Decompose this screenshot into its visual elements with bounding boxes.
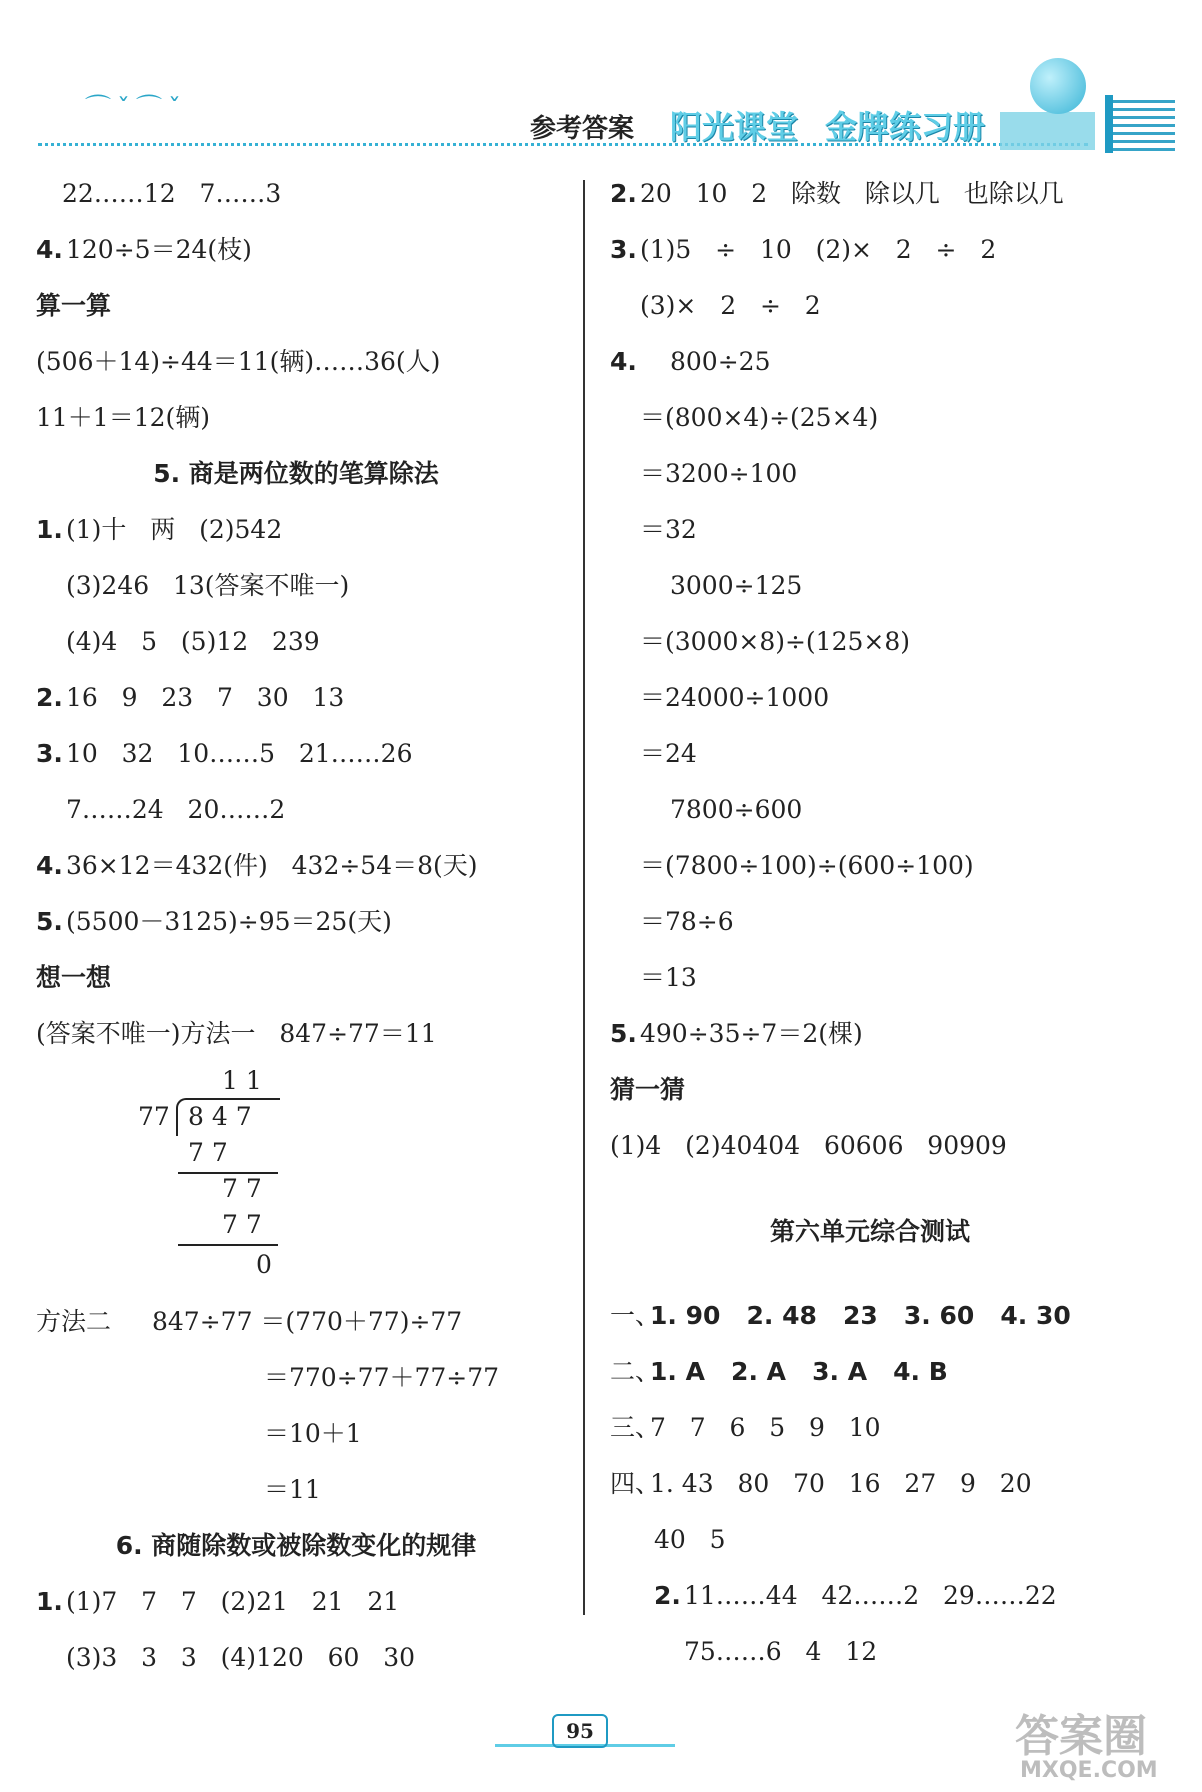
division-remainder: 0 <box>256 1250 272 1279</box>
answer-line: (3)× 2 ÷ 2 <box>640 291 821 320</box>
answer-line: ＝(800×4)÷(25×4) <box>640 403 879 432</box>
division-step: 7 7 <box>222 1210 262 1239</box>
answer-line: (4)4 5 (5)12 239 <box>66 627 320 656</box>
division-step: 7 7 <box>222 1174 262 1203</box>
section-heading: 算一算 <box>36 291 112 320</box>
answer-line: 20 10 2 除数 除以几 也除以几 <box>640 179 1064 208</box>
answer-line: 16 9 23 7 30 13 <box>66 683 345 712</box>
answer-line: ＝3200÷100 <box>640 459 798 488</box>
globe-icon <box>1030 58 1086 114</box>
division-step: 7 7 <box>188 1138 228 1167</box>
answer-line: 490÷35÷7＝2(棵) <box>640 1019 863 1048</box>
item-number: 3. <box>610 235 637 264</box>
answer-line: (1)5 ÷ 10 (2)× 2 ÷ 2 <box>640 235 997 264</box>
answer-line: (1)4 (2)40404 60606 90909 <box>610 1131 1007 1160</box>
answer-line: 7……24 20……2 <box>66 795 286 824</box>
item-number: 2. <box>610 179 637 208</box>
division-dividend: 8 4 7 <box>188 1102 252 1131</box>
item-number: 1. <box>36 515 63 544</box>
answer-line: 11……44 42……2 29……22 <box>684 1581 1057 1610</box>
answer-line: 800÷25 <box>670 347 771 376</box>
item-number: 4. <box>36 851 63 880</box>
part-label: 二、 <box>610 1357 661 1386</box>
section-heading: 想一想 <box>36 963 112 992</box>
item-number: 5. <box>610 1019 637 1048</box>
striped-tab-decoration <box>1105 95 1175 153</box>
answer-line: (5500－3125)÷95＝25(天) <box>66 907 392 936</box>
answer-line: 120÷5＝24(枝) <box>66 235 252 264</box>
lesson-title: 5. 商是两位数的笔算除法 <box>153 459 439 488</box>
answer-line: (506＋14)÷44＝11(辆)……36(人) <box>36 347 441 376</box>
division-rule <box>178 1244 278 1246</box>
blocks-decoration <box>1000 112 1095 150</box>
answer-line: 7800÷600 <box>670 795 803 824</box>
part-label: 四、 <box>610 1469 661 1498</box>
column-divider <box>583 180 585 1615</box>
answer-line: 11＋1＝12(辆) <box>36 403 211 432</box>
answer-line: ＝32 <box>640 515 697 544</box>
answer-line: (1)十 两 (2)542 <box>66 515 283 544</box>
answer-line: ＝78÷6 <box>640 907 734 936</box>
item-number: 2. <box>36 683 63 712</box>
answer-line: 36×12＝432(件) 432÷54＝8(天) <box>66 851 478 880</box>
answer-line: (答案不唯一)方法一 847÷77＝11 <box>36 1019 437 1048</box>
answer-line: 1. A 2. A 3. A 4. B <box>650 1357 948 1386</box>
part-label: 三、 <box>610 1413 661 1442</box>
part-label: 一、 <box>610 1301 661 1330</box>
watermark-url: MXQE.COM <box>1020 1758 1158 1783</box>
answer-label: 方法二 <box>36 1307 112 1336</box>
item-number: 4. <box>610 347 637 376</box>
answer-line: 1. 43 80 70 16 27 9 20 <box>650 1469 1032 1498</box>
answer-line: 40 5 <box>654 1525 726 1554</box>
birds-icon: ⌒ˇ⌒ˇ <box>85 94 188 124</box>
brand-title-1: 阳光课堂 <box>670 108 799 146</box>
test-title: 第六单元综合测试 <box>769 1217 970 1246</box>
answer-line: ＝(3000×8)÷(125×8) <box>640 627 911 656</box>
answer-line: ＝24000÷1000 <box>640 683 830 712</box>
answer-line: ＝24 <box>640 739 697 768</box>
answer-line: ＝770÷77＋77÷77 <box>264 1363 500 1392</box>
answer-line: 1. 90 2. 48 23 3. 60 4. 30 <box>650 1301 1071 1330</box>
division-divisor: 77 <box>138 1102 170 1131</box>
answer-line: ＝(7800÷100)÷(600÷100) <box>640 851 974 880</box>
answer-line: (1)7 7 7 (2)21 21 21 <box>66 1587 400 1616</box>
item-number: 1. <box>36 1587 63 1616</box>
header-section-label: 参考答案 <box>530 114 635 144</box>
lesson-title: 6. 商随除数或被除数变化的规律 <box>115 1531 477 1560</box>
answer-line: 847÷77 ＝(770＋77)÷77 <box>152 1307 463 1336</box>
item-number: 4. <box>36 235 63 264</box>
answer-line: 10 32 10……5 21……26 <box>66 739 413 768</box>
answer-line: (3)246 13(答案不唯一) <box>66 571 350 600</box>
item-number: 5. <box>36 907 63 936</box>
answer-line: ＝10＋1 <box>264 1419 362 1448</box>
item-number: 3. <box>36 739 63 768</box>
answer-line: 7 7 6 5 9 10 <box>650 1413 881 1442</box>
answer-line: (3)3 3 3 (4)120 60 30 <box>66 1643 416 1672</box>
answer-line: 3000÷125 <box>670 571 803 600</box>
page-number: 95 <box>552 1714 608 1748</box>
division-quotient: 1 1 <box>222 1066 262 1095</box>
item-number: 2. <box>654 1581 681 1610</box>
answer-line: 22……12 7……3 <box>62 179 282 208</box>
page-header <box>0 0 1202 170</box>
answer-line: ＝11 <box>264 1475 321 1504</box>
answer-line: 75……6 4 12 <box>684 1637 878 1666</box>
answer-line: ＝13 <box>640 963 697 992</box>
section-heading: 猜一猜 <box>610 1075 686 1104</box>
watermark-logo: 答案圈 <box>1015 1711 1147 1762</box>
brand-title-2: 金牌练习册 <box>825 108 986 146</box>
